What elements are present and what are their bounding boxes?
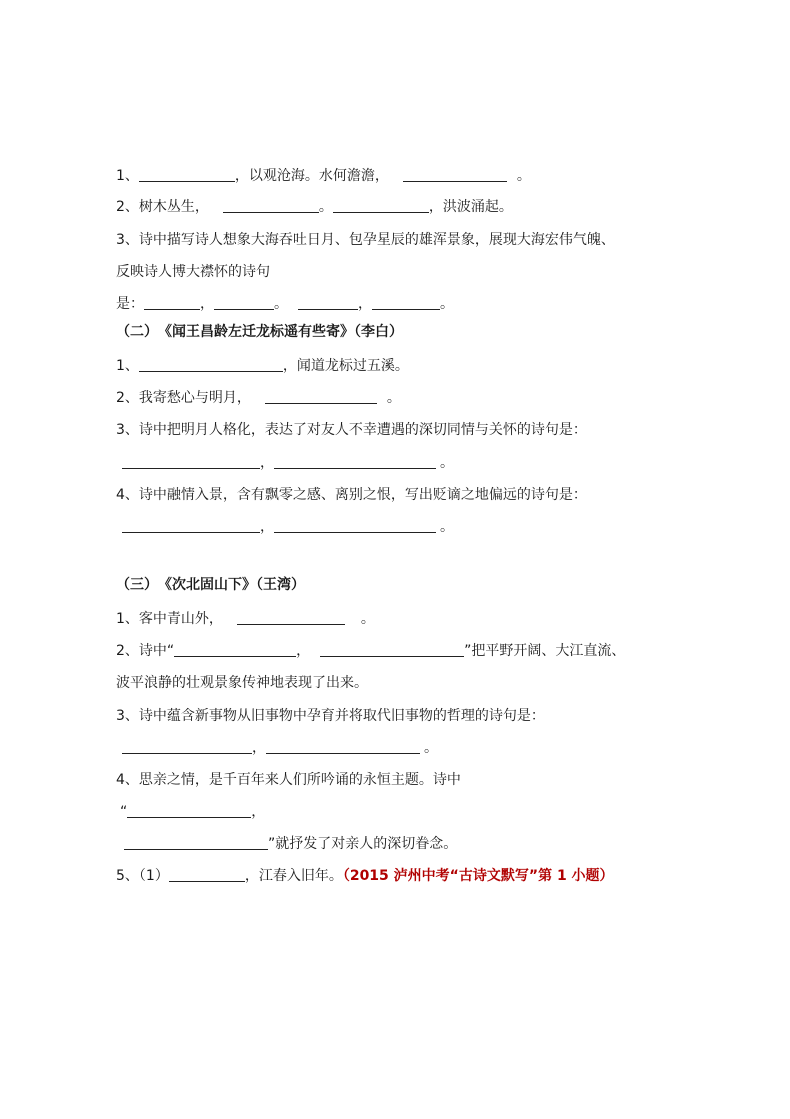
q2-line-4: 4、诗中融情入景，含有飘零之感、离别之恨，写出贬谪之地偏远的诗句是： (116, 487, 587, 503)
text: ，江春入旧年。 (244, 868, 343, 884)
text: 。 (386, 390, 401, 406)
text: ”把平野开阔、大江直流、 (464, 643, 626, 659)
answer-blank[interactable] (122, 739, 252, 754)
q2-line-4-answer (122, 517, 454, 537)
answer-blank[interactable] (169, 867, 245, 882)
answer-blank[interactable] (266, 739, 420, 754)
text: “ (120, 804, 128, 820)
answer-blank[interactable] (333, 198, 429, 213)
answer-blank[interactable] (144, 295, 200, 310)
q3-line-4c (124, 834, 457, 854)
answer-blank[interactable] (320, 642, 464, 657)
text: 2、树木丛生， (116, 199, 209, 215)
text: 。 (516, 168, 531, 184)
source-note: （2015 泸州中考“古诗文默写”第 1 小题） (342, 868, 614, 884)
q1-line-3: 3、诗中描写诗人想象大海吞吐日月、包孕星辰的雄浑景象，展现大海宏伟气魄、 (116, 232, 615, 248)
q3-line-4: 4、思亲之情，是千百年来人们所吟诵的永恒主题。诗中 (116, 772, 461, 788)
answer-blank[interactable] (274, 454, 436, 469)
text: 1、客中青山外， (116, 611, 223, 627)
text: ，闻道龙标过五溪。 (282, 358, 409, 374)
q2-line-3: 3、诗中把明月人格化，表达了对友人不幸遭遇的深切同情与关怀的诗句是： (116, 422, 587, 438)
text: ， (251, 804, 266, 820)
q3-line-2b: 波平浪静的壮观景象传神地表现了出来。 (116, 675, 368, 691)
text: 2、诗中“ (116, 643, 175, 659)
text: ， (260, 455, 274, 471)
answer-blank[interactable] (372, 295, 440, 310)
q3-line-1 (116, 609, 375, 629)
text: 。 (440, 455, 454, 471)
answer-blank[interactable] (237, 610, 345, 625)
text: ， (296, 643, 311, 659)
answer-blank[interactable] (265, 389, 377, 404)
text: 。 (424, 740, 438, 756)
q3-line-5 (116, 866, 614, 886)
q2-line-3-answer (122, 453, 454, 473)
answer-blank[interactable] (139, 167, 235, 182)
q3-line-2 (116, 641, 625, 661)
text: 2、我寄愁心与明月， (116, 390, 251, 406)
q3-line-3-answer (122, 738, 438, 758)
section-2-title: （二） 《闻王昌龄左迁龙标遥有些寄》（李白） (116, 324, 403, 340)
answer-blank[interactable] (223, 198, 319, 213)
text: ，以观沧海。水何澹澹， (234, 168, 389, 184)
answer-blank[interactable] (124, 835, 268, 850)
answer-blank[interactable] (214, 295, 274, 310)
text: 。 (274, 296, 288, 312)
text: 是： (116, 296, 144, 312)
q1-line-3c (116, 294, 454, 314)
text: 。 (318, 199, 333, 215)
answer-blank[interactable] (122, 454, 260, 469)
q3-line-4b (120, 802, 265, 822)
section-3-title: （三） 《次北固山下》（王湾） (116, 577, 305, 593)
answer-blank[interactable] (298, 295, 358, 310)
text: 1、 (116, 358, 139, 374)
text: ， (252, 740, 266, 756)
text: 1、 (116, 168, 139, 184)
text: 5、（1） (116, 868, 169, 884)
text: 。 (360, 611, 375, 627)
answer-blank[interactable] (403, 167, 507, 182)
q1-line-1 (116, 166, 531, 186)
answer-blank[interactable] (122, 518, 260, 533)
answer-blank[interactable] (127, 803, 251, 818)
text: ， (358, 296, 372, 312)
q2-line-1 (116, 356, 409, 376)
q1-line-3b: 反映诗人博大襟怀的诗句 (116, 264, 270, 280)
text: 。 (440, 519, 454, 535)
q2-line-2 (116, 388, 401, 408)
answer-blank[interactable] (274, 518, 436, 533)
text: ， (260, 519, 274, 535)
text: 。 (440, 296, 454, 312)
text: ， (200, 296, 214, 312)
text: ”就抒发了对亲人的深切眷念。 (268, 836, 458, 852)
text: ，洪波涌起。 (428, 199, 513, 215)
answer-blank[interactable] (174, 642, 296, 657)
answer-blank[interactable] (139, 357, 283, 372)
q1-line-2 (116, 197, 513, 217)
q3-line-3: 3、诗中蕴含新事物从旧事物中孕育并将取代旧事物的哲理的诗句是： (116, 708, 545, 724)
